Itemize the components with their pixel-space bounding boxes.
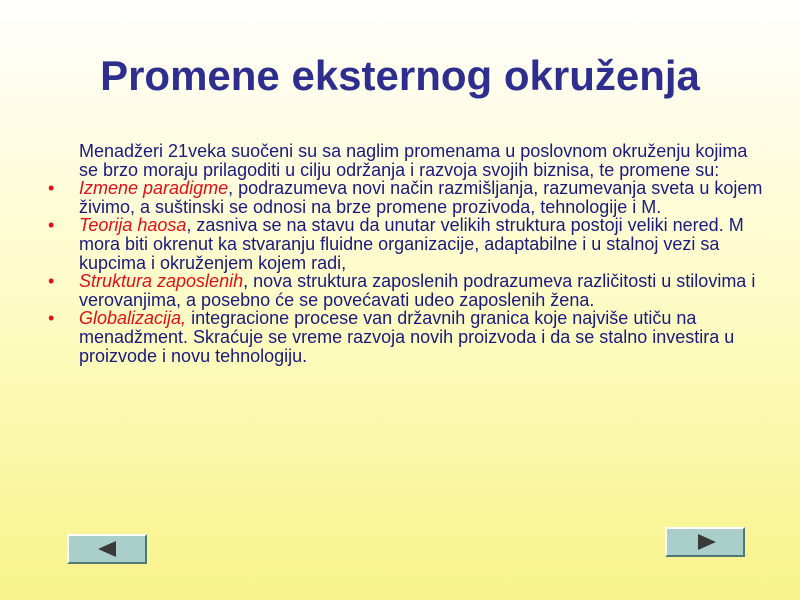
bullet-item-globalization — [47, 309, 767, 365]
bullet-term: Struktura zaposlenih — [79, 271, 244, 292]
bullet-item-chaos-theory — [47, 216, 767, 272]
bullet-item-paradigm — [47, 179, 767, 216]
next-slide-button[interactable] — [665, 527, 745, 557]
bullet-term: Izmene paradigme — [79, 178, 229, 199]
slide-title: Promene eksternog okruženja — [100, 52, 700, 99]
bullet-text: integracione procese van državnih granica koje najviše utiču na menadžment. Skraćuje se vreme razvoja novih proizvoda i da se stalno investira u proizvode i novu tehnologiju. — [79, 308, 735, 366]
bullet-icon: • — [48, 215, 55, 236]
bullet-term: Teorija haosa — [79, 215, 187, 236]
bullet-term: Globalizacija, — [79, 308, 187, 329]
triangle-right-icon — [698, 534, 716, 550]
previous-slide-button[interactable] — [67, 534, 147, 564]
slide-body — [47, 142, 767, 365]
intro-paragraph: Menadžeri 21veka suočeni su sa naglim promenama u poslovnom okruženju kojima se brzo moraju prilagoditi u cilju održanja i razvoja svojih biznisa, te promene su: — [79, 141, 748, 180]
bullet-text: , nova struktura zaposlenih podrazumeva različitosti u stilovima i verovanjima, a posebno će se povećavati udeo zaposlenih žena. — [79, 271, 756, 310]
bullet-item-employee-structure — [47, 272, 767, 309]
bullet-text: , podrazumeva novi način razmišljanja, razumevanja sveta u kojem živimo, a suštinski se odnosi na brze promene prozivoda, tehnologije i M. — [79, 178, 763, 217]
bullet-text: , zasniva se na stavu da unutar velikih struktura postoji veliki nered. M mora biti okrenut ka stvaranju fluidne organizacije, adaptabilne i u stalnoj vezi sa kupcima i okruženjem kojem radi, — [79, 215, 744, 273]
bullet-icon: • — [48, 308, 55, 329]
triangle-left-icon — [98, 541, 116, 557]
bullet-icon: • — [48, 178, 55, 199]
bullet-icon: • — [48, 271, 55, 292]
bullet-list — [47, 179, 767, 365]
